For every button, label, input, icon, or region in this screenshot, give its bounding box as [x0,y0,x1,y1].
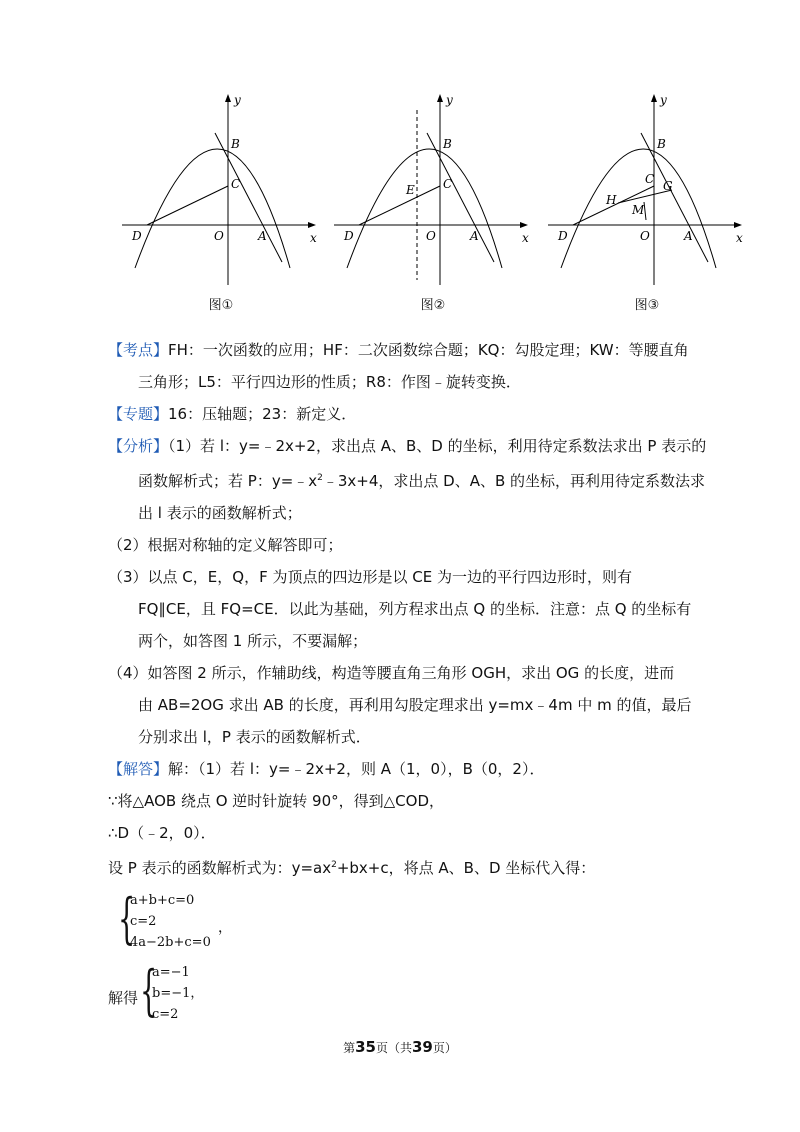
fig1-label-C: C [231,177,241,191]
fenxi-p1-line2 [108,462,708,497]
jieda-line-4 [108,849,708,884]
solution-system [108,959,708,1028]
solution-list [152,962,203,1025]
footer-page-number: 35 [355,1038,376,1056]
fig1-label-x: x [310,231,317,245]
equation-comma: ， [218,920,232,936]
fenxi-p2: （2）根据对称轴的定义解答即可； [108,536,343,554]
solution-brace-icon: { [140,959,158,1022]
equation-1: a+b+c=0 [130,893,195,908]
fig1-label-O: O [214,229,224,243]
footer-mid: 页（共 [375,1041,412,1055]
jieda-line-2: ∵将△AOB 绕点 O 逆时针旋转 90°，得到△COD， [108,792,445,810]
zhuanti-text: 16：压轴题；23：新定义． [168,405,357,423]
jieda-line4-a: 设 P 表示的函数解析式为：y=ax [108,859,332,877]
figure-1 [110,90,320,290]
footer-post: 页） [432,1041,457,1055]
fig2-label-E: E [406,183,415,197]
fig2-label-D: D [344,229,354,243]
fig3-label-G: G [663,179,673,193]
kaodian-text-1: FH：一次函数的应用；HF：二次函数综合题；KQ：勾股定理；KW：等腰直角 [168,341,689,359]
figure-1-caption: 图① [208,298,234,313]
solution-text [108,334,708,1028]
solution-a: a=−1 [152,965,190,980]
fenxi-p3-line3: 两个，如答图 1 所示，不要漏解； [138,632,368,650]
equation-2: c=2 [130,914,157,929]
left-brace-icon: { [118,887,136,950]
figure-2-caption: 图② [420,298,446,313]
jieda-tag: 【解答】 [108,760,169,778]
kaodian-line-1 [108,334,708,366]
fenxi-p4-line1: （4）如答图 2 所示，作辅助线，构造等腰直角三角形 OGH，求出 OG 的长度，进而 [108,664,675,682]
fig2-label-C: C [443,177,453,191]
fenxi-p3-line2: FQ∥CE，且 FQ=CE．以此为基础，列方程求出点 Q 的坐标．注意：点 Q 的坐标有 [138,600,692,618]
fenxi-p1-line3: 出 l 表示的函数解析式； [138,504,302,522]
equation-3: 4a−2b+c=0 [130,935,211,950]
fenxi-p3-line1: （3）以点 C，E，Q，F 为顶点的四边形是以 CE 为一边的平行四边形时，则有 [108,568,632,586]
fenxi-p1-line2-a: 函数解析式；若 P：y=﹣x [138,472,318,490]
kaodian-tag: 【考点】 [108,341,169,359]
figures-row [110,90,750,320]
fig2-label-y: y [446,93,453,107]
solution-c: c=2 [152,1007,179,1022]
fig2-label-x: x [522,231,529,245]
fig3-label-y: y [660,93,667,107]
jieda-line-1 [108,753,708,785]
jieda-text-1: 解：（1）若 l：y=﹣2x+2，则 A（1，0），B（0，2）． [168,760,545,778]
figure-3 [536,90,746,290]
zhuanti-tag: 【专题】 [108,405,169,423]
solution-b: b=−1， [152,986,204,1001]
fenxi-p4-line3: 分别求出 l，P 表示的函数解析式． [138,728,371,746]
fig3-label-D: D [558,229,568,243]
fig1-label-D: D [132,229,142,243]
fenxi-p1-line1: （1）若 l：y=﹣2x+2，求出点 A、B、D 的坐标，利用待定系数法求出 P 表示的 [168,437,707,455]
fig3-label-x: x [736,231,743,245]
figure-2 [322,90,532,290]
equation-list [130,890,211,953]
fig2-label-O: O [426,229,436,243]
fenxi-p1-line2-b: ﹣3x+4，求出点 D、A、B 的坐标，再利用待定系数法求 [322,472,706,490]
fig3-label-A: A [684,229,693,243]
zhuanti-line [108,398,708,430]
solve-label: 解得 [108,989,139,1007]
kaodian-text-2: 三角形；L5：平行四边形的性质；R8：作图﹣旋转变换． [138,373,521,391]
jieda-line4-b: +bx+c，将点 A、B、D 坐标代入得： [336,859,596,877]
fig3-label-C: C [645,172,655,186]
fig2-label-A: A [470,229,479,243]
fig3-label-O: O [640,229,650,243]
fig1-label-y: y [234,93,241,107]
page-footer [0,1038,800,1056]
fenxi-tag: 【分析】 [108,437,169,455]
fenxi-p1-line2-sup: 2 [317,473,323,483]
footer-total-pages: 39 [412,1038,433,1056]
fig1-label-A: A [258,229,267,243]
fenxi-p4-line2: 由 AB=2OG 求出 AB 的长度，再利用勾股定理求出 y=mx﹣4m 中 m 的值，最后 [138,696,692,714]
figure-3-caption: 图③ [634,298,660,313]
fenxi-line-1 [108,430,708,462]
fig2-label-B: B [443,137,452,151]
fig3-label-H: H [606,193,617,207]
jieda-line4-sup: 2 [331,860,337,870]
fig1-label-B: B [231,137,240,151]
jieda-line-3: ∴D（﹣2，0）． [108,824,216,842]
equation-system [108,887,708,954]
fig3-label-B: B [657,137,666,151]
fig3-label-M: M [632,203,645,217]
footer-pre: 第 [343,1041,356,1055]
